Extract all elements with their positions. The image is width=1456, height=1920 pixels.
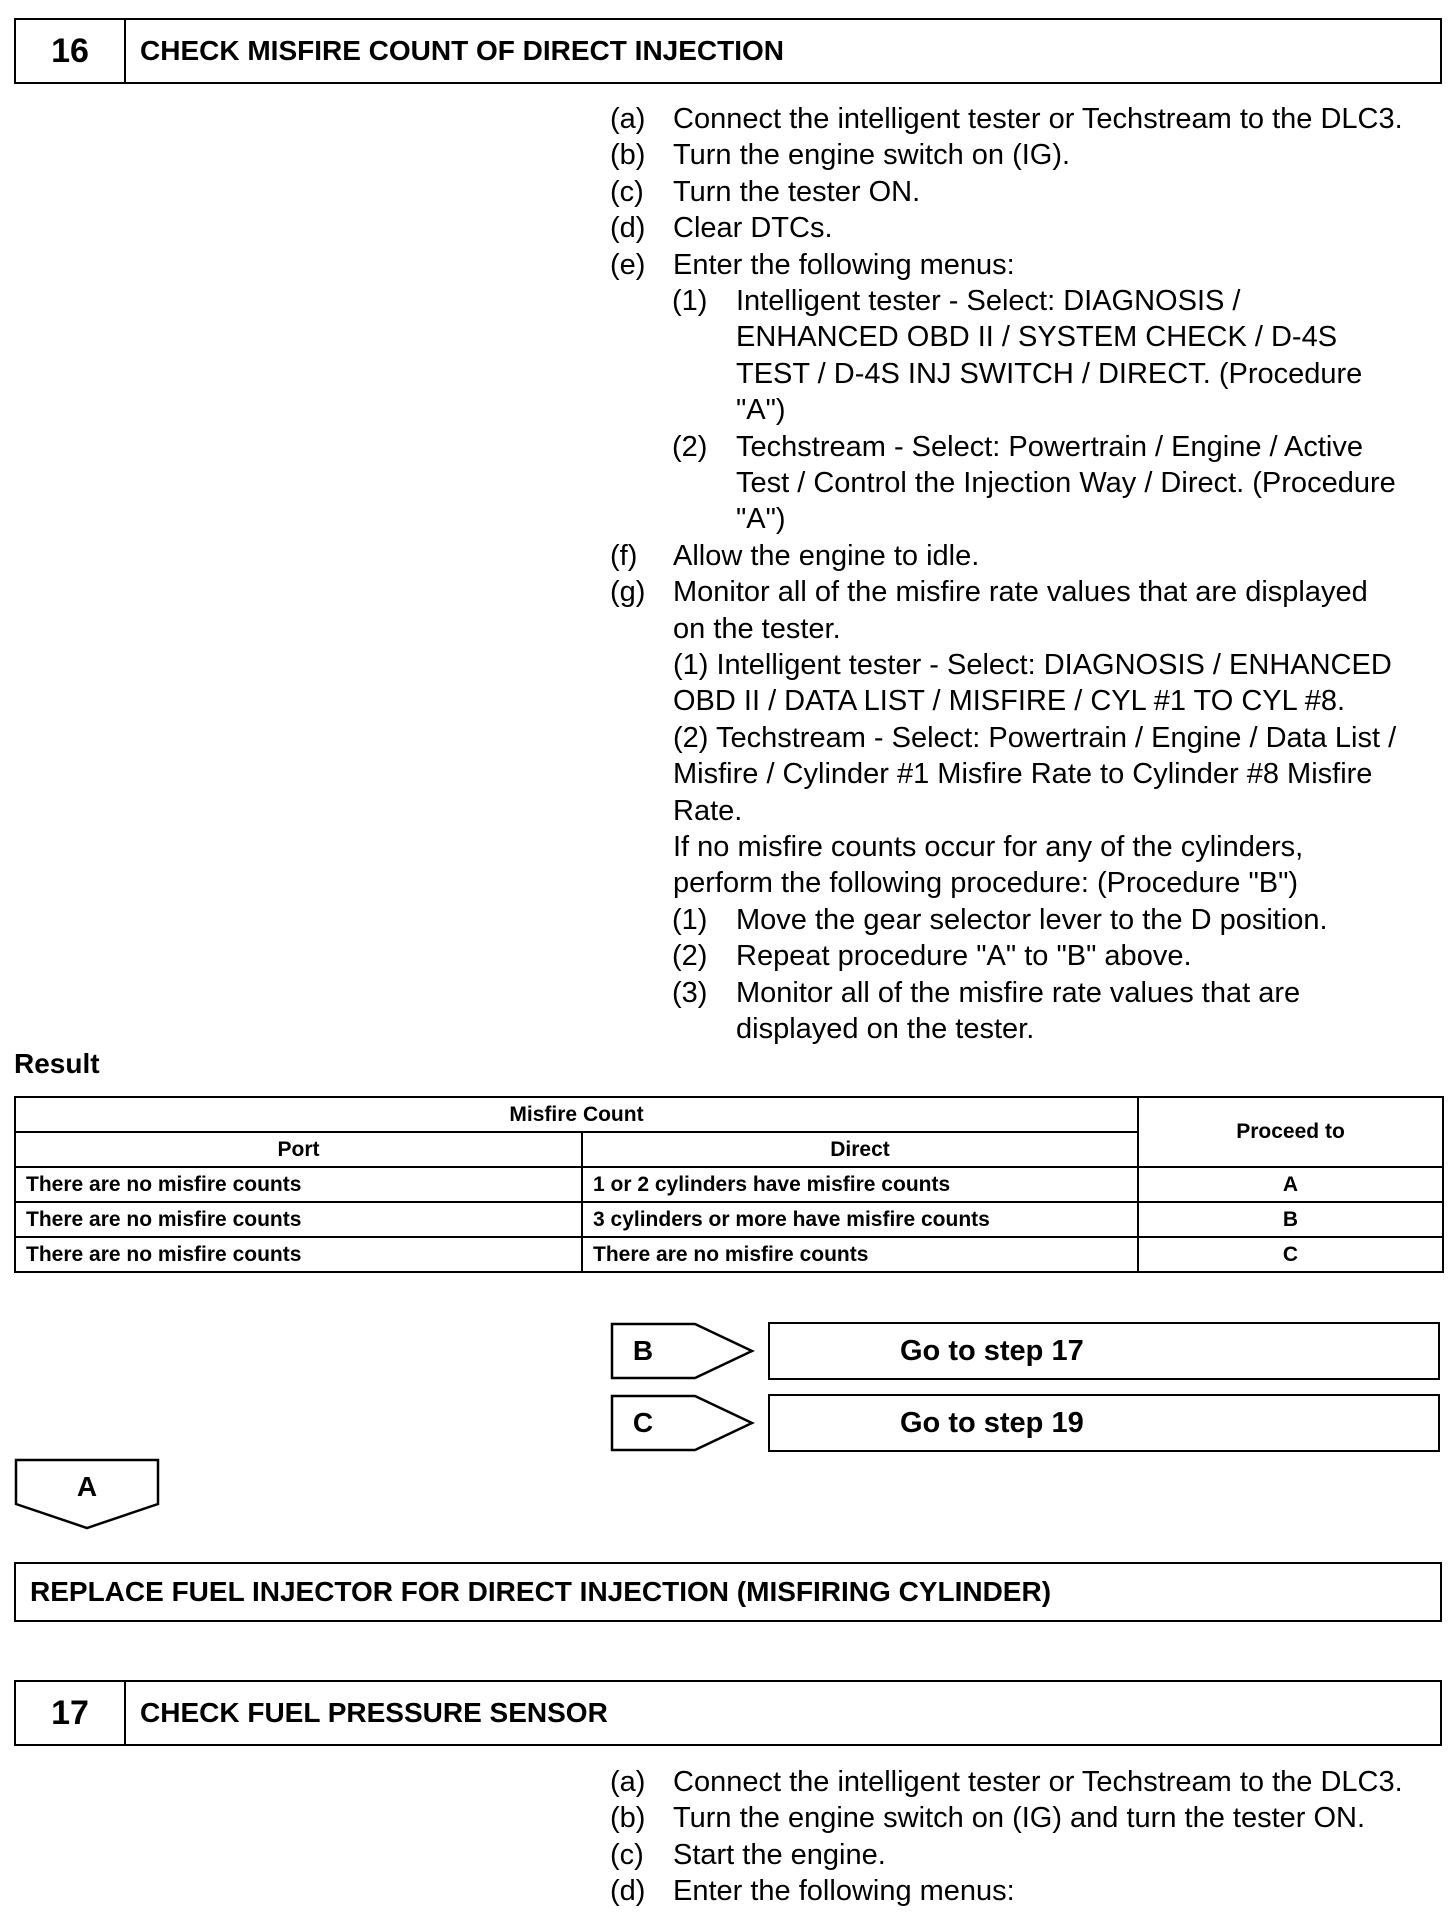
procedure-text: Enter the following menus: bbox=[673, 248, 1015, 281]
procedure-text: If no misfire counts occur for any of the cylinders, bbox=[673, 831, 1304, 863]
procedure-text: Move the gear selector lever to the D position. bbox=[736, 903, 1328, 936]
branch-b-arrow-icon bbox=[610, 1322, 768, 1380]
procedure-text: Monitor all of the misfire rate values that are bbox=[736, 976, 1301, 1009]
procedure-text: Repeat procedure "A" to "B" above. bbox=[736, 940, 1192, 973]
proceed-to-header: Proceed to bbox=[1138, 1097, 1443, 1167]
procedure-label: (f) bbox=[610, 539, 638, 572]
procedure-label: (c) bbox=[610, 175, 644, 208]
procedure-label: (d) bbox=[610, 212, 646, 245]
procedure-text: Turn the engine switch on (IG) and turn the tester ON. bbox=[673, 1802, 1366, 1835]
proceed-cell: B bbox=[1138, 1202, 1443, 1237]
step-title: CHECK FUEL PRESSURE SENSOR bbox=[140, 1697, 608, 1728]
procedure-label: (d) bbox=[610, 1875, 646, 1908]
procedure-text: Clear DTCs. bbox=[673, 212, 833, 245]
procedure-text: Monitor all of the misfire rate values that are displayed bbox=[673, 576, 1368, 609]
procedure-text: Misfire / Cylinder #1 Misfire Rate to Cylinder #8 Misfire bbox=[673, 758, 1373, 791]
procedure-text: (1) Intelligent tester - Select: DIAGNOSIS / ENHANCED bbox=[673, 649, 1392, 681]
table-row bbox=[15, 1237, 1443, 1272]
procedure-label: (2) bbox=[672, 430, 708, 463]
step-title: CHECK MISFIRE COUNT OF DIRECT INJECTION bbox=[140, 35, 785, 66]
procedure-text: on the tester. bbox=[673, 612, 841, 645]
proceed-cell: C bbox=[1138, 1237, 1443, 1272]
misfire-count-header: Misfire Count bbox=[15, 1097, 1138, 1132]
procedure-text: Test / Control the Injection Way / Direct. (Procedure bbox=[736, 467, 1396, 499]
branch-c-arrow-icon bbox=[610, 1394, 768, 1452]
direct-cell: 3 cylinders or more have misfire counts bbox=[582, 1202, 1138, 1237]
procedure-label: (b) bbox=[610, 139, 646, 172]
port-header: Port bbox=[15, 1132, 582, 1167]
procedure-label: (e) bbox=[610, 248, 646, 281]
procedure-label: (a) bbox=[610, 1766, 646, 1798]
procedure-text: Intelligent tester - Select: DIAGNOSIS / bbox=[736, 285, 1241, 317]
procedure-text: TEST / D-4S INJ SWITCH / DIRECT. (Procedure bbox=[736, 357, 1363, 390]
go-to-step-17[interactable]: Go to step 17 bbox=[768, 1322, 1440, 1380]
procedure-text: perform the following procedure: (Procedure "B") bbox=[673, 867, 1299, 900]
procedure-text: Rate. bbox=[673, 794, 743, 827]
proceed-cell: A bbox=[1138, 1167, 1443, 1202]
procedure-text: Start the engine. bbox=[673, 1838, 886, 1871]
procedure-text: Turn the engine switch on (IG). bbox=[673, 139, 1071, 172]
direct-header: Direct bbox=[582, 1132, 1138, 1167]
table-row bbox=[15, 1167, 1443, 1202]
port-cell: There are no misfire counts bbox=[15, 1167, 582, 1202]
procedure-text: Turn the tester ON. bbox=[673, 175, 921, 208]
procedure-text: displayed on the tester. bbox=[736, 1013, 1035, 1045]
step-17-header bbox=[14, 1680, 1442, 1746]
procedure-label: (g) bbox=[610, 576, 646, 609]
procedure-label: (3) bbox=[672, 976, 708, 1009]
table-row bbox=[15, 1202, 1443, 1237]
branch-letter: B bbox=[632, 1335, 654, 1366]
procedure-text: Enter the following menus: bbox=[673, 1875, 1015, 1908]
port-cell: There are no misfire counts bbox=[15, 1237, 582, 1272]
result-label: Result bbox=[14, 1048, 100, 1079]
procedure-label: (2) bbox=[672, 940, 708, 973]
procedure-text: Connect the intelligent tester or Techstream to the DLC3. bbox=[673, 103, 1403, 135]
port-cell: There are no misfire counts bbox=[15, 1202, 582, 1237]
direct-cell: 1 or 2 cylinders have misfire counts bbox=[582, 1167, 1138, 1202]
procedure-label: (1) bbox=[672, 903, 708, 936]
step-16-header bbox=[14, 18, 1442, 84]
procedure-text: Techstream - Select: Powertrain / Engine / Active bbox=[736, 430, 1363, 463]
procedure-text: (2) Techstream - Select: Powertrain / Engine / Data List / bbox=[673, 721, 1397, 754]
replace-fuel-injector-header: REPLACE FUEL INJECTOR FOR DIRECT INJECTION (MISFIRING CYLINDER) bbox=[14, 1562, 1442, 1622]
procedure-text: ENHANCED OBD II / SYSTEM CHECK / D-4S bbox=[736, 321, 1338, 354]
branch-letter: A bbox=[76, 1471, 98, 1502]
direct-cell: There are no misfire counts bbox=[582, 1237, 1138, 1272]
procedure-text: "A") bbox=[736, 503, 786, 536]
procedure-label: (1) bbox=[672, 285, 708, 317]
branch-a-down-arrow-icon[interactable] bbox=[14, 1458, 160, 1530]
branch-letter: C bbox=[632, 1407, 654, 1438]
procedure-label: (c) bbox=[610, 1838, 644, 1871]
step-number: 17 bbox=[16, 1682, 126, 1744]
procedure-label: (b) bbox=[610, 1802, 646, 1835]
procedure-text: OBD II / DATA LIST / MISFIRE / CYL #1 TO CYL #8. bbox=[673, 685, 1346, 718]
go-to-step-19[interactable]: Go to step 19 bbox=[768, 1394, 1440, 1452]
procedure-label: (a) bbox=[610, 103, 646, 135]
procedure-text: Allow the engine to idle. bbox=[673, 539, 980, 572]
procedure-text: Connect the intelligent tester or Techstream to the DLC3. bbox=[673, 1766, 1403, 1798]
procedure-text: "A") bbox=[736, 394, 786, 427]
step-number: 16 bbox=[16, 20, 126, 82]
result-table bbox=[14, 1096, 1444, 1273]
